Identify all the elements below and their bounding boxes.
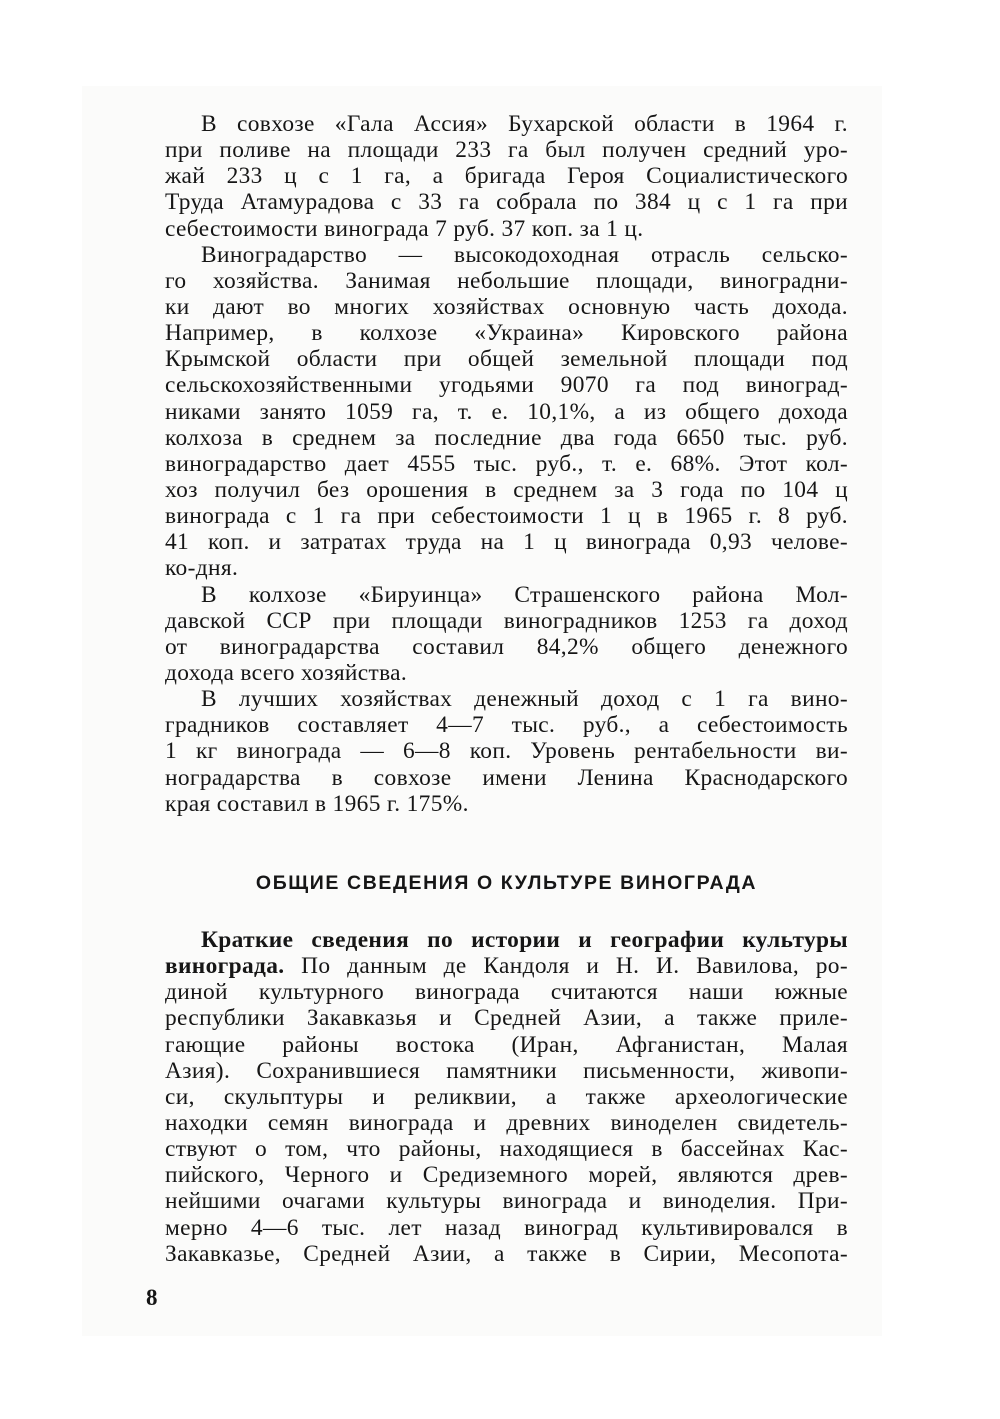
text-line: сельскохозяйственными угодьями 9070 га под виноград- [165, 372, 848, 399]
text-line: В колхозе «Бируинца» Страшенского района Мол- [201, 581, 848, 608]
text-line: винограда с 1 га при себестоимости 1 ц в 1965 г. 8 руб. [165, 503, 848, 530]
text-line: В совхозе «Гала Ассия» Бухарской области в 1964 г. [201, 111, 848, 137]
section-title: ОБЩИЕ СВЕДЕНИЯ О КУЛЬТУРЕ ВИНОГРАДА [255, 872, 758, 894]
text-line: нейшими очагами культуры винограда и виноделия. При- [165, 1188, 848, 1215]
text-line: края составил в 1965 г. 175%. [165, 790, 469, 817]
text-line: Азия). Сохранившиеся памятники письменности, живопи- [165, 1057, 848, 1084]
text-line: при поливе на площади 233 га был получен средний уро- [165, 137, 848, 164]
text-line [165, 953, 848, 979]
text-line: Виноградарство — высокодоходная отрасль сельско- [201, 241, 848, 268]
text-line: мерно 4—6 тыс. лет назад виноград культивировался в [165, 1214, 848, 1241]
text-line: виноградарство дает 4555 тыс. руб., т. е. 68%. Этот кол- [165, 450, 848, 477]
text-line: Например, в колхозе «Украина» Кировского района [165, 320, 848, 347]
text-line: В лучших хозяйствах денежный доход с 1 га вино- [201, 686, 848, 713]
text-line: давской ССР при площади виноградников 1253 га доход [165, 607, 848, 634]
text-line: 41 коп. и затратах труда на 1 ц винограда 0,93 челове- [165, 529, 848, 556]
text-line: от виноградарства составил 84,2% общего денежного [165, 633, 848, 660]
text-line: ноградарства в совхозе имени Ленина Краснодарского [165, 764, 848, 791]
text-line: колхоза в среднем за последние два года 6650 тыс. руб. [165, 424, 848, 451]
text-line: ствуют о том, что районы, находящиеся в бассейнах Кас- [165, 1136, 848, 1163]
text-line: республики Закавказья и Средней Азии, а также приле- [165, 1005, 848, 1032]
text-line: себестоимости винограда 7 руб. 37 коп. за 1 ц. [165, 215, 644, 242]
text-line: го хозяйства. Занимая небольшие площади, виноградни- [165, 267, 848, 294]
text-line: хоз получил без орошения в среднем за 3 года по 104 ц [165, 476, 848, 503]
text-line: находки семян винограда и древних виноделен свидетель- [165, 1109, 848, 1136]
subsection-heading-end: винограда. [165, 953, 285, 980]
text-line-rest: По данным де Кандоля и Н. И. Вавилова, ро- [284, 953, 848, 980]
text-line: пийского, Черного и Средиземного морей, являются древ- [165, 1162, 848, 1189]
text-line: ко-дня. [165, 555, 239, 582]
text-line: си, скульптуры и реликвии, а также археологические [165, 1083, 848, 1110]
body-text-top [165, 111, 848, 817]
text-line: 1 кг винограда — 6—8 коп. Уровень рентабельности ви- [165, 738, 848, 765]
text-line: Закавказье, Средней Азии, а также в Сирии, Месопота- [165, 1240, 848, 1267]
text-line: градников составляет 4—7 тыс. руб., а себестоимость [165, 712, 848, 739]
body-text-bottom [165, 927, 848, 1267]
text-line: Крымской области при общей земельной площади под [165, 346, 848, 373]
text-line: гающие районы востока (Иран, Афганистан, Малая [165, 1031, 848, 1058]
text-line: жай 233 ц с 1 га, а бригада Героя Социалистического [165, 163, 848, 190]
text-line: Труда Атамурадова с 33 га собрала по 384 ц с 1 га при [165, 189, 848, 216]
text-line: диной культурного винограда считаются наши южные [165, 979, 848, 1006]
text-line: дохода всего хозяйства. [165, 659, 408, 686]
text-line: ки дают во многих хозяйствах основную часть дохода. [165, 293, 848, 320]
page-number: 8 [146, 1285, 158, 1310]
subsection-heading: Краткие сведения по истории и географии культуры [201, 927, 848, 953]
text-line: никами занято 1059 га, т. е. 10,1%, а из общего дохода [165, 398, 848, 425]
